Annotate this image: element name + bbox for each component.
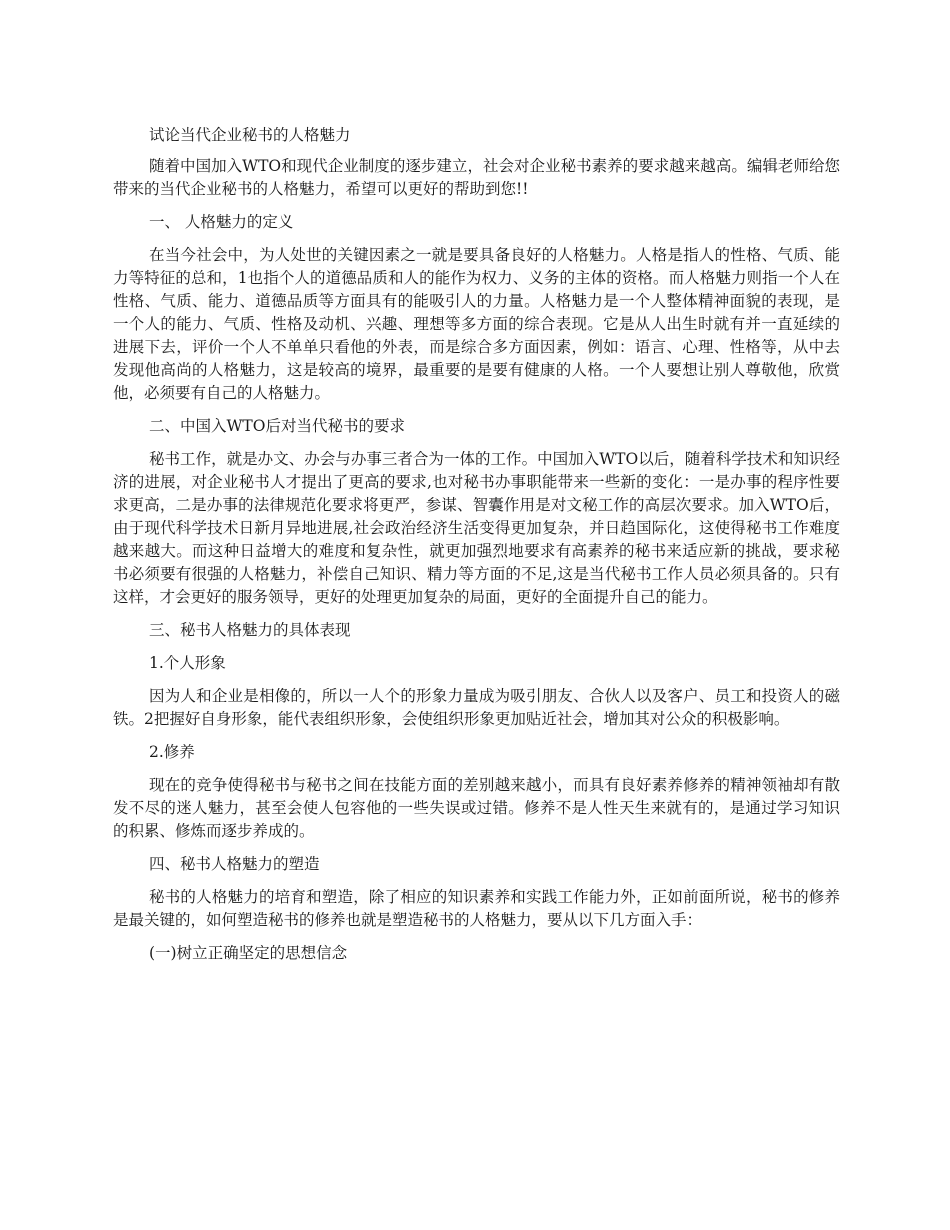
subsection-heading: 2.修养 (149, 743, 195, 761)
section-heading-4: 四、秘书人格魅力的塑造 (149, 855, 320, 873)
body-paragraph: 秘书工作，就是办文、办会与办事三者合为一体的工作。中国加入WTO以后，随着科学技术和知识经济的进展，对企业秘书人才提出了更高的要求,也对秘书办事职能带来一些新的变化：一是办事的程序性要求更高，二是办事的法律规范化要求将更严，参谋、智囊作用是对文秘工作的高层次要求。加入WTO后，由于现代科学技术日新月异地进展,社会政治经济生活变得更加复杂，并日趋国际化，这使得秘书工作难度越来越大。而这种日益增大的难度和复杂性，就更加强烈地要求有高素养的秘书来适应新的挑战，要求秘书必须要有很强的人格魅力，补偿自己知识、精力等方面的不足,这是当代秘书工作人员必须具备的。只有这样，才会更好的服务领导，更好的处理更加复杂的局面，更好的全面提升自己的能力。 (113, 450, 840, 606)
body-paragraph: 秘书的人格魅力的培育和塑造，除了相应的知识素养和实践工作能力外，正如前面所说，秘书的修养是最关键的，如何塑造秘书的修养也就是塑造秘书的人格魅力，要从以下几方面入手： (113, 888, 840, 929)
document-title: 试论当代企业秘书的人格魅力 (149, 126, 351, 144)
subsection-heading: 1.个人形象 (149, 654, 226, 672)
body-paragraph: 因为人和企业是相像的，所以一人个的形象力量成为吸引朋友、合伙人以及客户、员工和投资人的磁铁。2把握好自身形象，能代表组织形象，会使组织形象更加贴近社会，增加其对公众的积极影响。 (113, 687, 840, 728)
section-heading-3: 三、秘书人格魅力的具体表现 (149, 621, 351, 639)
document-body (113, 124, 840, 975)
intro-paragraph: 随着中国加入WTO和现代企业制度的逐步建立，社会对企业秘书素养的要求越来越高。编辑老师给您带来的当代企业秘书的人格魅力，希望可以更好的帮助到您!! (113, 157, 840, 198)
body-paragraph: 现在的竞争使得秘书与秘书之间在技能方面的差别越来越小，而具有良好素养修养的精神领袖却有散发不尽的迷人魅力，甚至会使人包容他的一些失误或过错。修养不是人性天生来就有的，是通过学习知识的积累、修炼而逐步养成的。 (113, 776, 840, 840)
section-heading-1: 一、 人格魅力的定义 (149, 213, 294, 231)
body-paragraph: 在当今社会中，为人处世的关键因素之一就是要具备良好的人格魅力。人格是指人的性格、气质、能力等特征的总和，1也指个人的道德品质和人的能作为权力、义务的主体的资格。而人格魅力则指一个人在性格、气质、能力、道德品质等方面具有的能吸引人的力量。人格魅力是一个人整体精神面貌的表现，是一个人的能力、气质、性格及动机、兴趣、理想等多方面的综合表现。它是从人出生时就有并一直延续的进展下去，评价一个人不单单只看他的外表，而是综合多方面因素，例如：语言、心理、性格等，从中去发现他高尚的人格魅力，这是较高的境界，最重要的是要有健康的人格。一个人要想让别人尊敬他，欣赏他，必须要有自己的人格魅力。 (113, 246, 840, 402)
section-heading-2: 二、中国入WTO后对当代秘书的要求 (149, 417, 405, 435)
subsection-heading: (一)树立正确坚定的思想信念 (149, 944, 348, 962)
